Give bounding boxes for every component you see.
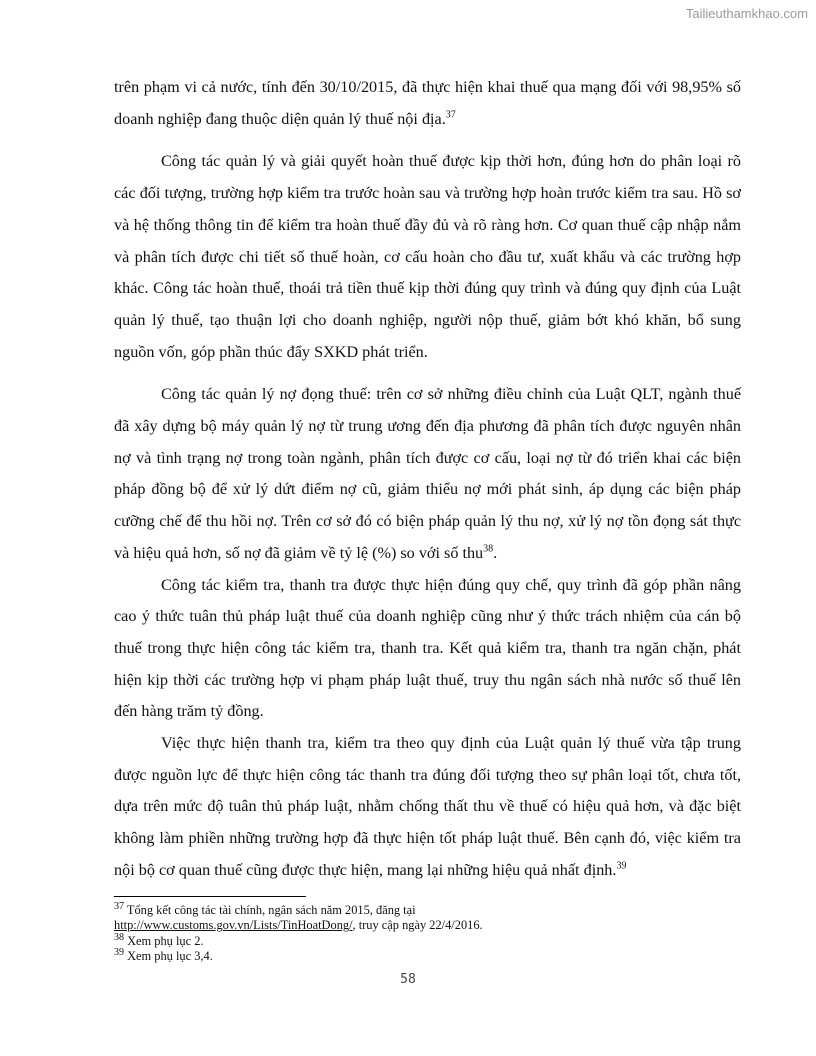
paragraph-5 (114, 728, 741, 887)
paragraph-3 (114, 379, 741, 569)
footnote-ref-38[interactable]: 38 (483, 543, 494, 555)
page-number: 58 (400, 972, 416, 987)
body-text (114, 72, 741, 887)
paragraph-text: trên phạm vi cả nước, tính đến 30/10/2015, đã thực hiện khai thuế qua mạng đối với 98,95% số doanh nghiệp đang thuộc diện quản lý thuế nội địa. (114, 78, 741, 128)
footnote-text: Xem phụ lục 3,4. (124, 949, 213, 964)
paragraph-text: Việc thực hiện thanh tra, kiểm tra theo quy định của Luật quản lý thuế vừa tập trung được nguồn lực để thực hiện công tác thanh tra đúng đối tượng theo sự phân loại tốt, chưa tốt, dựa trên mức độ tuân thủ pháp luật, nhằm chống thất thu về thuế có hiệu quả hơn, và đặc biệt không làm phiền những trường hợp đã thực hiện tốt pháp luật thuế. Bên cạnh đó, việc kiểm tra nội bộ cơ quan thuế cũng được thực hiện, mang lại những hiệu quả nhất định. (114, 734, 741, 879)
footnote-ref-39[interactable]: 39 (616, 860, 627, 872)
paragraph-tail: . (493, 543, 498, 562)
footnote-39 (114, 949, 741, 964)
footnote-38 (114, 931, 741, 949)
paragraph-text: Công tác quản lý và giải quyết hoàn thuế được kịp thời hơn, đúng hơn do phân loại rõ các đối tượng, trường hợp kiểm tra trước hoàn sau và trường hợp hoàn trước kiểm tra sau. Hồ sơ và hệ thống thông tin để kiểm tra hoàn thuế đầy đủ và rõ ràng hơn. Cơ quan thuế cập nhập nắm và phân tích được chi tiết số thuế hoàn, cơ cấu hoàn cho đầu tư, xuất khẩu và các trường hợp khác. Công tác hoàn thuế, thoái trả tiền thuế kịp thời đúng quy trình và đúng quy định của Luật quản lý thuế, tạo thuận lợi cho doanh nghiệp, người nộp thuế, giảm bớt khó khăn, bổ sung nguồn vốn, góp phần thúc đẩy SXKD phát triển. (114, 152, 741, 361)
footnote-text: Xem phụ lục 2. (124, 933, 204, 948)
paragraph-1 (114, 72, 741, 135)
footnote-text: Tổng kết công tác tài chính, ngân sách năm 2015, đăng tại (124, 903, 416, 917)
footnote-number: 37 (114, 900, 124, 912)
footnote-number: 39 (114, 947, 124, 959)
footnote-37-link-line (114, 918, 741, 933)
watermark: Tailieuthamkhao.com (685, 6, 808, 21)
footnote-37 (114, 900, 741, 918)
footnote-ref-37[interactable]: 37 (445, 109, 456, 121)
paragraph-2 (114, 146, 741, 368)
paragraph-4 (114, 570, 741, 729)
footnote-number: 38 (114, 931, 124, 943)
footnote-text: , truy cập ngày 22/4/2016. (352, 918, 483, 933)
footnote-separator (114, 896, 306, 897)
footnotes (114, 900, 741, 965)
footnote-link[interactable]: http://www.customs.gov.vn/Lists/TinHoatDong/ (114, 918, 353, 933)
paragraph-text: Công tác kiểm tra, thanh tra được thực hiện đúng quy chế, quy trình đã góp phần nâng cao ý thức tuân thủ pháp luật thuế của doanh nghiệp cũng như ý thức trách nhiệm của cán bộ thuế trong thực hiện công tác kiểm tra, thanh tra. Kết quả kiểm tra, thanh tra ngăn chặn, phát hiện kịp thời các trường hợp vi phạm pháp luật thuế, truy thu ngân sách nhà nước số thuế lên đến hàng trăm tỷ đồng. (114, 575, 741, 721)
paragraph-text: Công tác quản lý nợ đọng thuế: trên cơ sở những điều chỉnh của Luật QLT, ngành thuế đã xây dựng bộ máy quản lý nợ từ trung ương đến địa phương đã phân tích được nguyên nhân nợ và tình trạng nợ trong toàn ngành, phân tích được cơ cấu, loại nợ từ đó triển khai các biện pháp đồng bộ để xử lý dứt điểm nợ cũ, giảm thiểu nợ mới phát sinh, áp dụng các biện pháp cưỡng chế để thu hồi nợ. Trên cơ sở đó có biện pháp quản lý thu nợ, xử lý nợ tồn đọng sát thực và hiệu quả hơn, số nợ đã giảm về tỷ lệ (%) so với số thu (114, 385, 741, 562)
